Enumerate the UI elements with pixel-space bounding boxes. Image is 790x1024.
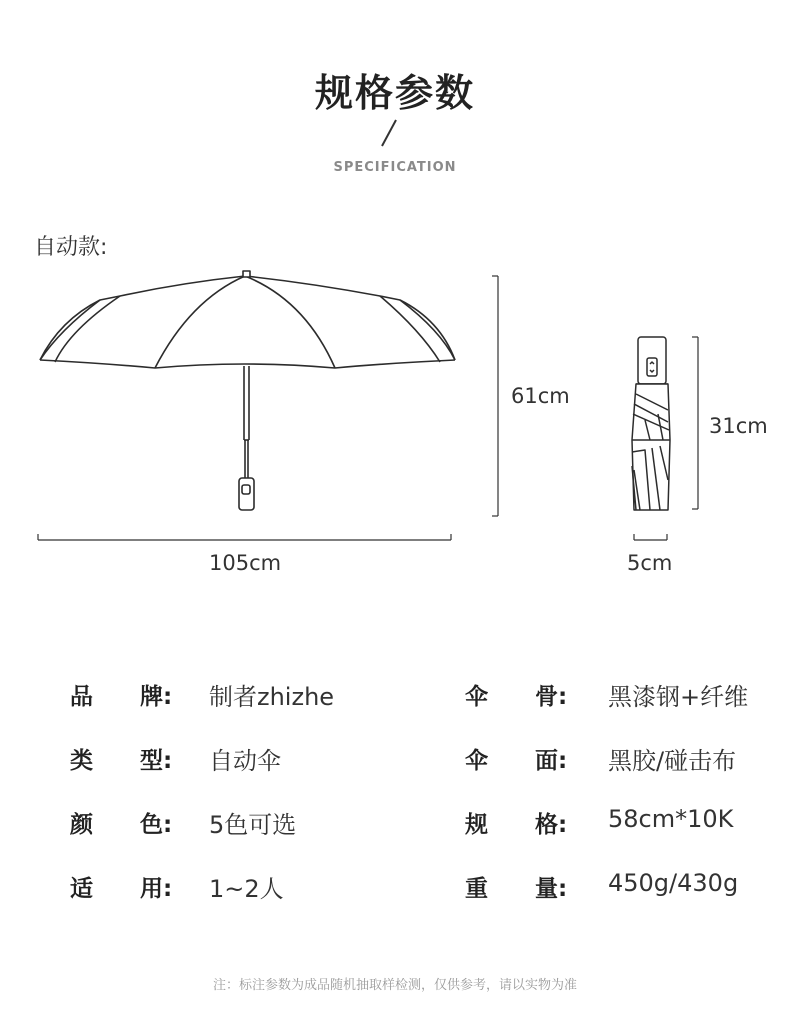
folded-width-label: 5cm xyxy=(627,551,673,575)
spec-key-char: 牌: xyxy=(140,684,173,710)
model-label: 自动款: xyxy=(34,235,108,260)
spec-key-char: 量: xyxy=(535,876,568,902)
spec-key-char: 色: xyxy=(140,812,173,838)
spec-key-char: 品 xyxy=(70,684,93,710)
spec-value: 5色可选 xyxy=(209,811,297,839)
spec-value: 制者zhizhe xyxy=(209,683,335,711)
spec-value: 450g/430g xyxy=(608,869,739,897)
spec-key-char: 适 xyxy=(70,876,93,902)
open-width-label: 105cm xyxy=(209,551,282,575)
spec-key-char: 伞 xyxy=(465,684,488,710)
spec-key-char: 类 xyxy=(70,748,93,774)
spec-key-char: 颜 xyxy=(70,812,93,838)
spec-value: 1~2人 xyxy=(209,875,284,903)
spec-key-char: 面: xyxy=(535,748,568,774)
spec-key-char: 伞 xyxy=(465,748,488,774)
spec-key-char: 重 xyxy=(465,876,488,902)
page-subtitle: SPECIFICATION xyxy=(333,160,457,175)
open-height-label: 61cm xyxy=(511,384,570,408)
spec-key-char: 格: xyxy=(535,812,568,838)
spec-key-char: 用: xyxy=(140,876,173,902)
spec-value: 自动伞 xyxy=(209,747,281,775)
spec-value: 58cm*10K xyxy=(608,805,734,833)
spec-key-char: 骨: xyxy=(535,684,568,710)
spec-key-char: 规 xyxy=(465,812,488,838)
page-title: 规格参数 xyxy=(314,71,475,115)
spec-value: 黑胶/碰击布 xyxy=(608,747,737,775)
footnote: 注：标注参数为成品随机抽取样检测，仅供参考，请以实物为准 xyxy=(212,978,577,993)
folded-height-label: 31cm xyxy=(709,414,768,438)
spec-value: 黑漆钢+纤维 xyxy=(608,683,749,711)
spec-key-char: 型: xyxy=(140,748,173,774)
